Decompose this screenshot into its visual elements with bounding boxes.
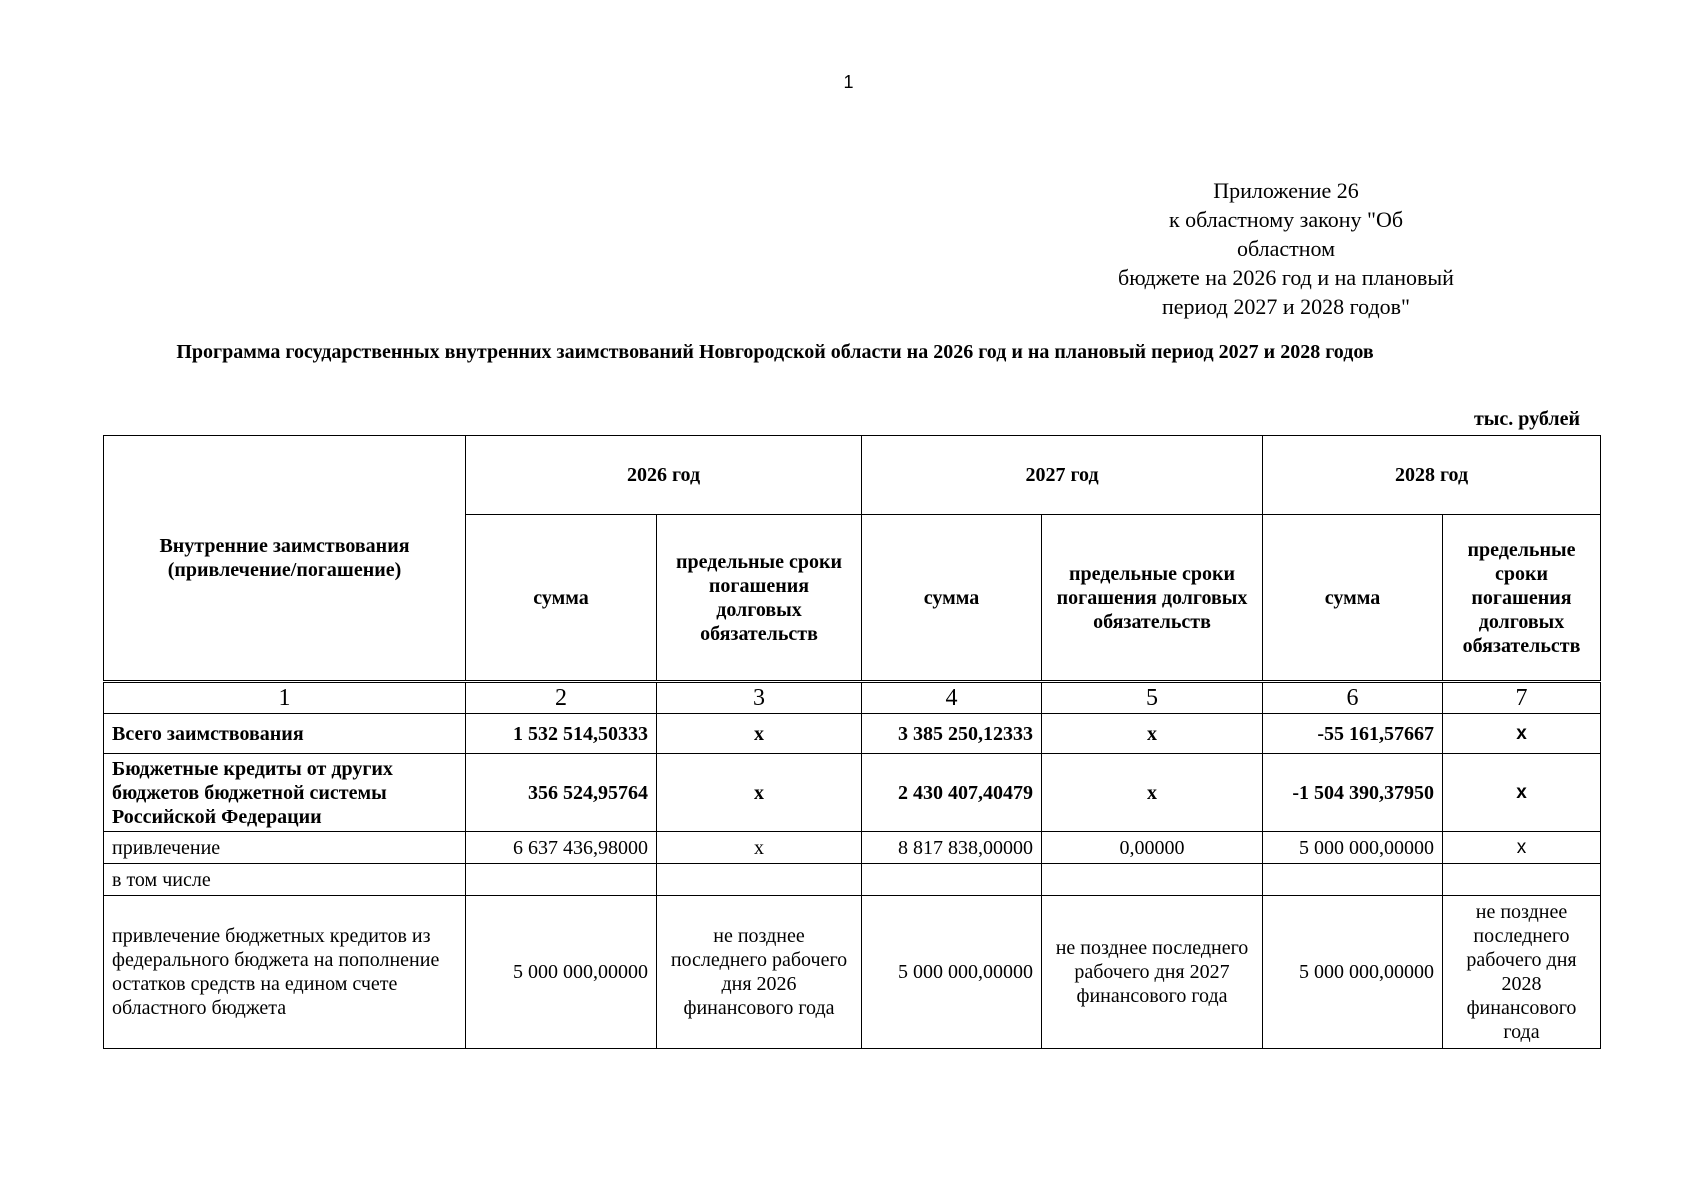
- cell-sum-2028: [1263, 864, 1443, 896]
- cell-sum-2027: [862, 864, 1042, 896]
- cell-sum-2028: 5 000 000,00000: [1263, 896, 1443, 1049]
- cell-term-2028: х: [1443, 714, 1601, 754]
- table-row-attraction: [104, 832, 1601, 864]
- borrowings-table: [103, 435, 1601, 1049]
- header-term-2027: предельные сроки погашения долговых обязательств: [1042, 515, 1263, 682]
- cell-term-2027: [1042, 864, 1263, 896]
- cell-sum-2026: 1 532 514,50333: [466, 714, 657, 754]
- cell-term-2026: х: [657, 714, 862, 754]
- cell-term-2028: х: [1443, 754, 1601, 832]
- cell-sum-2027: 8 817 838,00000: [862, 832, 1042, 864]
- document-title: Программа государственных внутренних заимствований Новгородской области на 2026 год и на плановый период 2027 и 2028 годов: [176, 341, 1374, 363]
- row-label: Всего заимствования: [104, 714, 466, 754]
- cell-term-2026: не позднее последнего рабочего дня 2026 финансового года: [657, 896, 862, 1049]
- cell-sum-2027: 3 385 250,12333: [862, 714, 1042, 754]
- row-label: в том числе: [104, 864, 466, 896]
- row-label: привлечение: [104, 832, 466, 864]
- cell-term-2028: [1443, 864, 1601, 896]
- appendix-line: период 2027 и 2028 годов": [1161, 294, 1411, 319]
- header-year-2026: 2026 год: [466, 436, 862, 515]
- header-borrowings: Внутренние заимствования (привлечение/погашение): [104, 436, 466, 682]
- cell-term-2026: [657, 864, 862, 896]
- column-number: 4: [862, 682, 1042, 714]
- cell-term-2027: не позднее последнего рабочего дня 2027 финансового года: [1042, 896, 1263, 1049]
- header-term-2028: предельные сроки погашения долговых обязательств: [1443, 515, 1601, 682]
- row-label: Бюджетные кредиты от других бюджетов бюджетной системы Российской Федерации: [104, 754, 466, 832]
- cell-term-2027: х: [1042, 754, 1263, 832]
- column-number-row: [104, 682, 1601, 714]
- cell-sum-2028: -55 161,57667: [1263, 714, 1443, 754]
- cell-term-2026: х: [657, 754, 862, 832]
- cell-term-2027: х: [1042, 714, 1263, 754]
- column-number: 3: [657, 682, 862, 714]
- header-term-2026: предельные сроки погашения долговых обязательств: [657, 515, 862, 682]
- column-number: 6: [1263, 682, 1443, 714]
- cell-sum-2026: 6 637 436,98000: [466, 832, 657, 864]
- column-number: 2: [466, 682, 657, 714]
- cell-term-2026: х: [657, 832, 862, 864]
- header-year-2028: 2028 год: [1263, 436, 1601, 515]
- header-year-2027: 2027 год: [862, 436, 1263, 515]
- appendix-line: к областному закону "Об областном: [1168, 207, 1404, 261]
- appendix-line: Приложение 26: [1213, 178, 1359, 203]
- column-number: 1: [104, 682, 466, 714]
- cell-sum-2026: [466, 864, 657, 896]
- table-row-including: [104, 864, 1601, 896]
- cell-sum-2026: 356 524,95764: [466, 754, 657, 832]
- appendix-note: [1118, 176, 1454, 321]
- column-number: 5: [1042, 682, 1263, 714]
- cell-sum-2028: 5 000 000,00000: [1263, 832, 1443, 864]
- cell-sum-2026: 5 000 000,00000: [466, 896, 657, 1049]
- header-sum-2026: сумма: [466, 515, 657, 682]
- cell-sum-2027: 2 430 407,40479: [862, 754, 1042, 832]
- table-row-total: [104, 714, 1601, 754]
- page-number: 1: [843, 72, 854, 92]
- cell-term-2028: не позднее последнего рабочего дня 2028 финансового года: [1443, 896, 1601, 1049]
- table-row-federal-credits: [104, 896, 1601, 1049]
- table-row-budget-credits: [104, 754, 1601, 832]
- row-label: привлечение бюджетных кредитов из федерального бюджета на пополнение остатков средств на едином счете областного бюджета: [104, 896, 466, 1049]
- header-sum-2028: сумма: [1263, 515, 1443, 682]
- cell-sum-2028: -1 504 390,37950: [1263, 754, 1443, 832]
- cell-term-2027: 0,00000: [1042, 832, 1263, 864]
- header-sum-2027: сумма: [862, 515, 1042, 682]
- cell-term-2028: х: [1443, 832, 1601, 864]
- units-label: тыс. рублей: [1473, 408, 1580, 430]
- appendix-line: бюджете на 2026 год и на плановый: [1118, 265, 1454, 290]
- cell-sum-2027: 5 000 000,00000: [862, 896, 1042, 1049]
- column-number: 7: [1443, 682, 1601, 714]
